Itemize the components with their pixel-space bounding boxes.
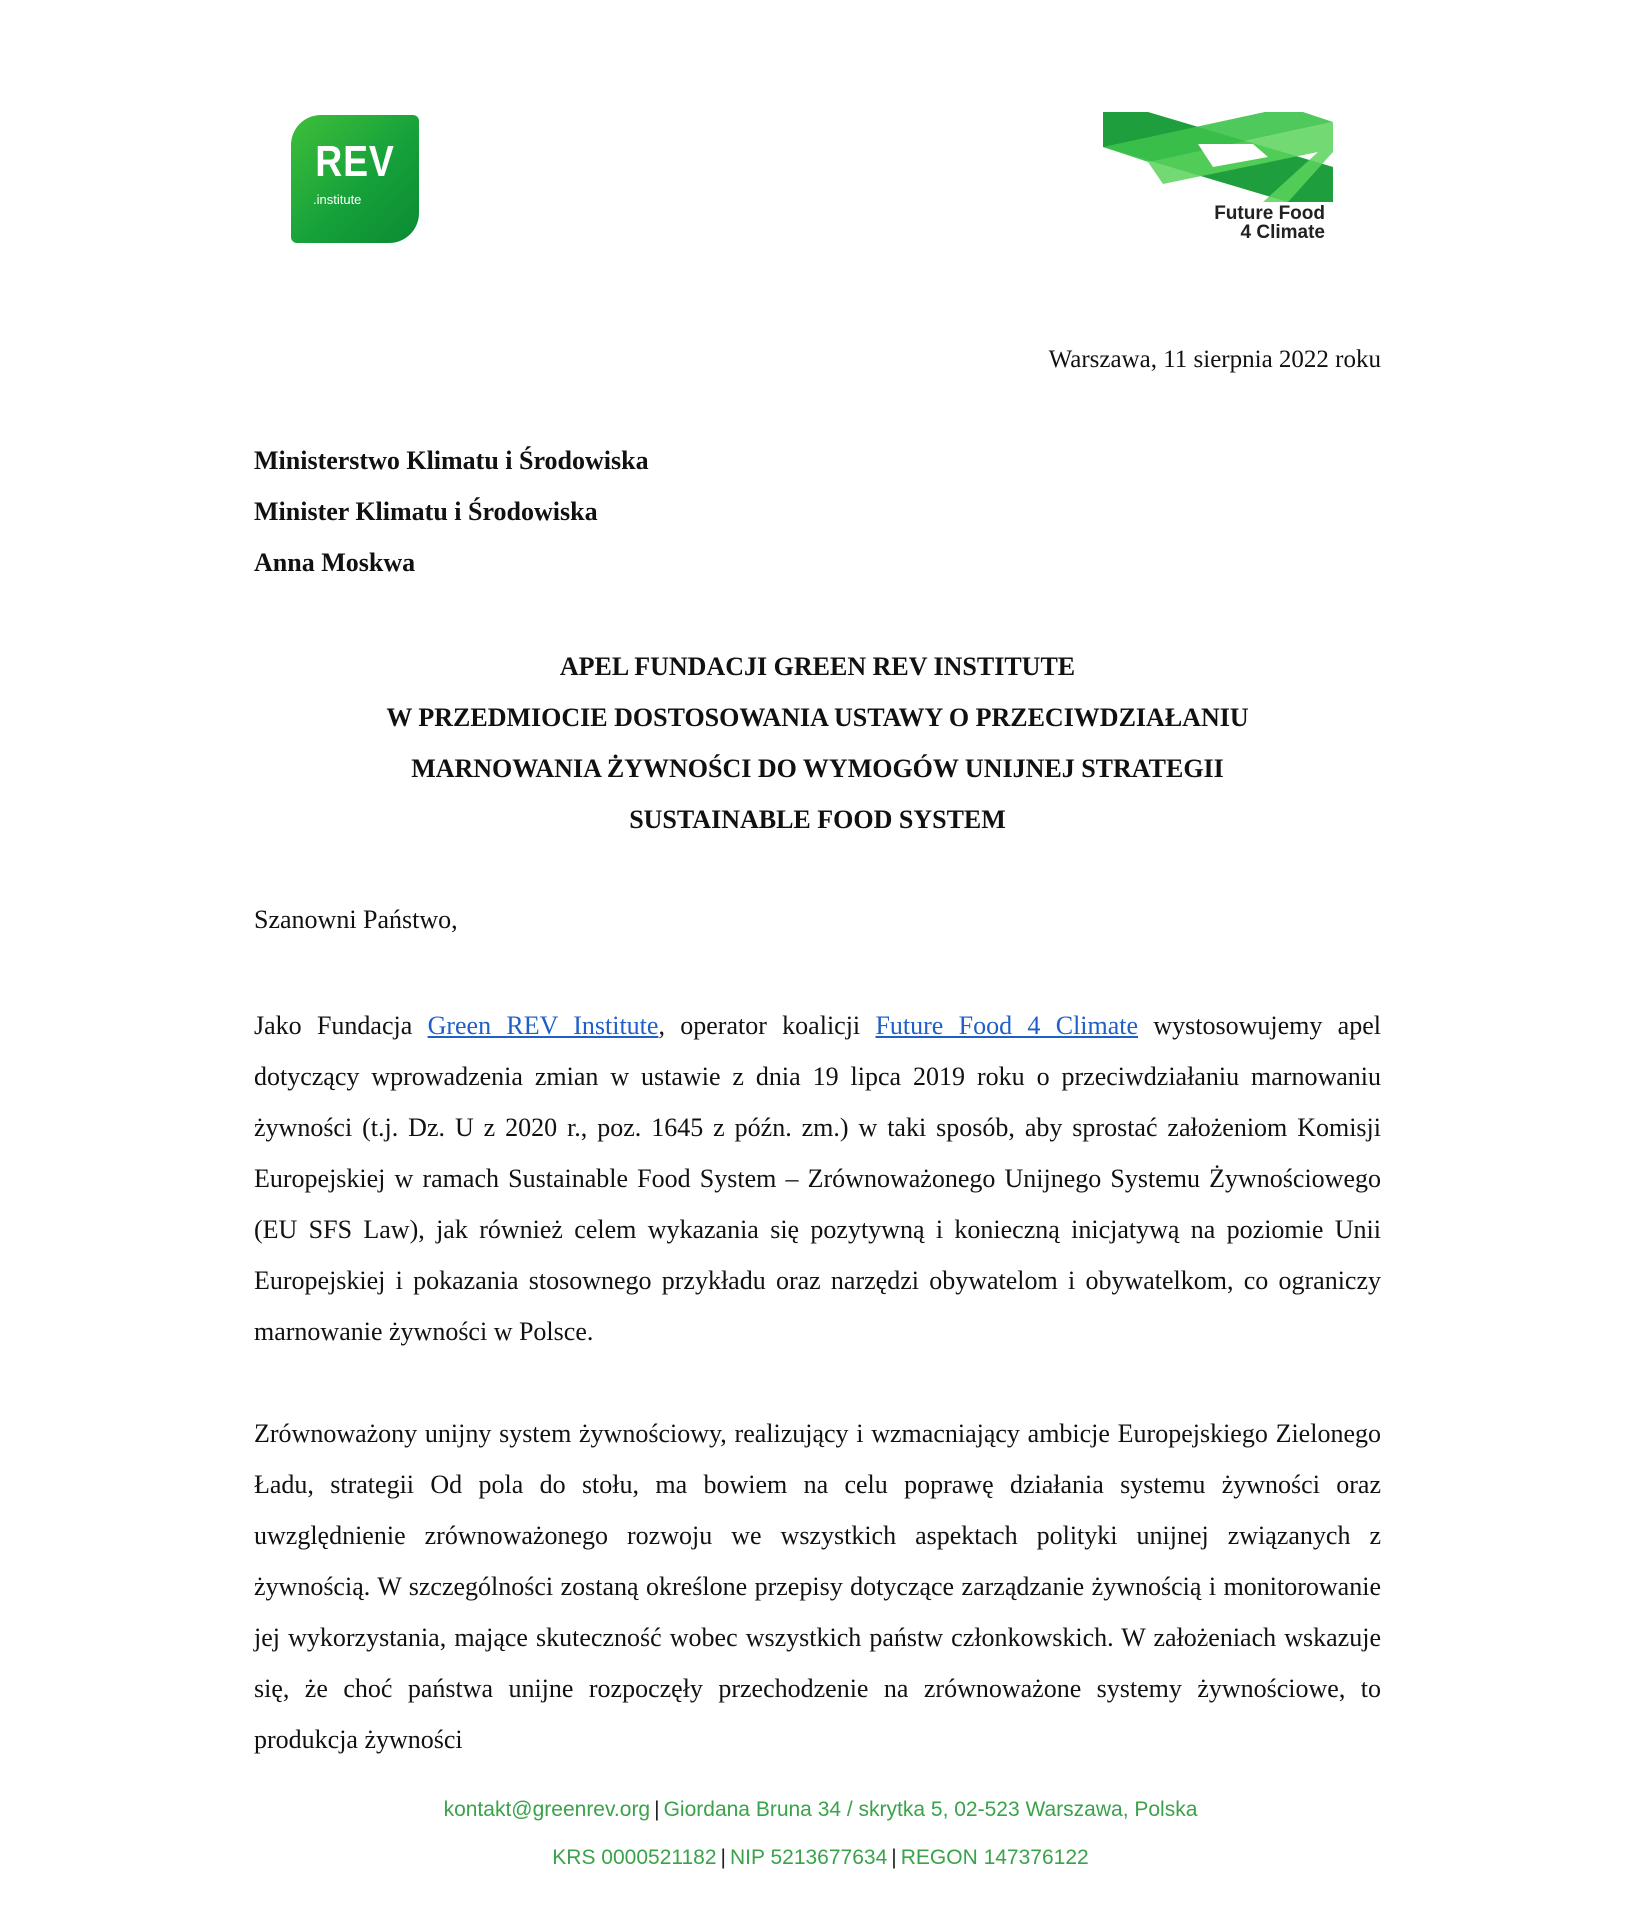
letter-date: Warszawa, 11 sierpnia 2022 roku xyxy=(1048,346,1381,373)
footer-krs: KRS 0000521182 xyxy=(552,1846,717,1869)
footer-email: kontakt@greenrev.org xyxy=(443,1798,651,1821)
future-food-logo-text xyxy=(1214,204,1325,242)
future-food-logo-line2: 4 Climate xyxy=(1240,222,1325,243)
footer-address: Giordana Bruna 34 / skrytka 5, 02-523 Warszawa, Polska xyxy=(663,1798,1198,1821)
footer-contact xyxy=(0,1798,1641,1822)
paragraph-2: Zrównoważony unijny system żywnościowy, realizujący i wzmacniający ambicje Europejskiego Zielonego Ładu, strategii Od pola do stołu, ma bowiem na celu poprawę działania systemu żywności oraz uwzględnienie zrównoważonego rozwoju we wszystkich aspektach polityki unijnej związanych z żywnością. W szczególności zostaną określone przepisy dotyczące zarządzanie żywnością i monitorowanie jej wykorzystania, mające skuteczność wobec wszystkich państw członkowskich. W założeniach wskazuje się, że choć państwa unijne rozpoczęły przechodzenie na zrównoważone systemy żywnościowe, to produkcja żywności xyxy=(254,1419,1381,1754)
greeting: Szanowni Państwo, xyxy=(254,905,458,934)
footer-nip: NIP 5213677634 xyxy=(730,1846,888,1869)
footer-separator: | xyxy=(720,1846,726,1869)
paragraph-1-text: wystosowujemy apel dotyczący wprowadzenia zmian w ustawie z dnia 19 lipca 2019 roku o przeciwdziałaniu marnowaniu żywności (t.j. Dz. U z 2020 r., poz. 1645 z późn. zm.) w taki sposób, aby sprostać założeniom Komisji Europejskiej w ramach Sustainable Food System – Zrównoważonego Unijnego Systemu Żywnościowego (EU SFS Law), jak również celem wykazania się pozytywną i konieczną inicjatywą na poziomie Unii Europejskiej i pokazania stosownego przykładu oraz narzędzi obywatelom i obywatelkom, co ograniczy marnowanie żywności w Polsce. xyxy=(254,1011,1381,1346)
future-food-4-climate-link[interactable]: Future Food 4 Climate xyxy=(875,1011,1139,1040)
paragraph-1-text: Jako Fundacja xyxy=(254,1011,428,1040)
rev-logo-text: REV xyxy=(315,137,395,186)
footer-regon: REGON 147376122 xyxy=(900,1846,1089,1869)
future-food-4-climate-logo xyxy=(1103,112,1333,247)
paragraph-1-text: , operator koalicji xyxy=(658,1011,876,1040)
footer-registry xyxy=(0,1846,1641,1870)
addressee-block xyxy=(254,444,649,597)
addressee-name: Anna Moskwa xyxy=(254,548,416,577)
future-food-logo-line1: Future Food xyxy=(1214,203,1325,224)
letter-heading xyxy=(254,650,1381,854)
future-food-ribbon-icon xyxy=(1103,112,1333,202)
rev-logo-subtext: .institute xyxy=(313,192,362,207)
addressee-minister-title: Minister Klimatu i Środowiska xyxy=(254,497,598,526)
addressee-ministry: Ministerstwo Klimatu i Środowiska xyxy=(254,446,649,475)
rev-institute-logo xyxy=(291,115,419,243)
heading-line: SUSTAINABLE FOOD SYSTEM xyxy=(629,805,1006,834)
paragraph-1 xyxy=(254,1000,1381,1357)
footer-separator: | xyxy=(654,1798,660,1821)
green-rev-institute-link[interactable]: Green REV Institute xyxy=(427,1011,659,1040)
heading-line: APEL FUNDACJI GREEN REV INSTITUTE xyxy=(559,652,1076,681)
heading-line: MARNOWANIA ŻYWNOŚCI DO WYMOGÓW UNIJNEJ STRATEGII xyxy=(411,754,1224,783)
heading-line: W PRZEDMIOCIE DOSTOSOWANIA USTAWY O PRZECIWDZIAŁANIU xyxy=(386,703,1249,732)
footer-separator: | xyxy=(891,1846,897,1869)
